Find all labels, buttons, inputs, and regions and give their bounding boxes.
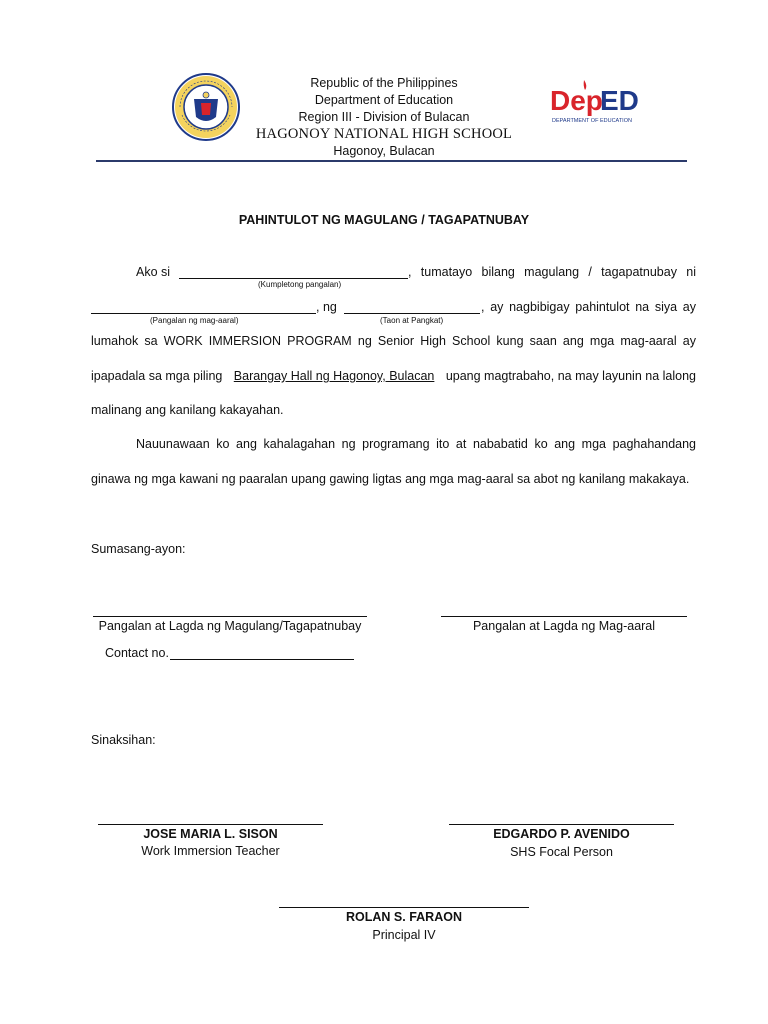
text-malinang: malinang ang kanilang kakayahan. — [91, 403, 284, 417]
blank-full-name[interactable] — [179, 278, 408, 279]
header-location: Hagonoy, Bulacan — [333, 144, 435, 158]
text-ginawa: ginawa ng mga kawani ng paaralan upang gawing ligtas ang mga mag-aaral sa abot ng kanilang makakaya. — [91, 472, 690, 486]
header-region: Region III - Division of Bulacan — [298, 110, 470, 124]
text-upang: upang magtrabaho, na may layunin na lalong — [445, 369, 696, 383]
text-ako-si: Ako si — [136, 265, 171, 279]
label-sinaksihan: Sinaksihan: — [91, 733, 156, 747]
parent-signature-line[interactable] — [93, 616, 367, 617]
deped-logo-icon — [548, 78, 648, 128]
label-full-name: (Kumpletong pangalan) — [258, 280, 342, 289]
contact-label: Contact no. — [105, 646, 169, 660]
student-signature-label: Pangalan at Lagda ng Mag-aaral — [472, 619, 656, 633]
header-school: HAGONOY NATIONAL HIGH SCHOOL — [255, 126, 513, 142]
label-student-name: (Pangalan ng mag-aaral) — [150, 316, 239, 325]
witness2-signature-line[interactable] — [449, 824, 674, 825]
principal-name: ROLAN S. FARAON — [346, 910, 462, 924]
principal-title: Principal IV — [372, 928, 436, 942]
contact-field[interactable] — [170, 659, 354, 660]
witness2-name: EDGARDO P. AVENIDO — [493, 827, 630, 841]
svg-text:DEPARTMENT OF EDUCATION: DEPARTMENT OF EDUCATION — [552, 118, 632, 124]
header-republic: Republic of the Philippines — [310, 76, 458, 90]
svg-text:ED: ED — [600, 85, 639, 116]
text-nagbibigay: , ay nagbibigay pahintulot na siya ay — [481, 300, 696, 314]
blank-year-section[interactable] — [344, 313, 480, 314]
text-lumahok: lumahok sa WORK IMMERSION PROGRAM ng Senior High School kung saan ang mga mag-aaral ay — [91, 334, 696, 348]
text-tumatayo: , tumatayo bilang magulang / tagapatnubay ni — [408, 265, 696, 279]
principal-signature-line[interactable] — [279, 907, 529, 908]
blank-student-name[interactable] — [91, 313, 316, 314]
text-ng: , ng — [316, 300, 337, 314]
label-sumasang-ayon: Sumasang-ayon: — [91, 542, 186, 556]
header-department: Department of Education — [314, 93, 454, 107]
document-title: PAHINTULOT NG MAGULANG / TAGAPATNUBAY — [238, 213, 530, 227]
text-barangay-hall: Barangay Hall ng Hagonoy, Bulacan — [233, 369, 435, 383]
text-ipapadala: ipapadala sa mga piling — [91, 369, 223, 383]
svg-text:Dep: Dep — [550, 85, 603, 116]
deped-logo — [548, 78, 648, 128]
witness1-signature-line[interactable] — [98, 824, 323, 825]
witness1-title: Work Immersion Teacher — [141, 844, 280, 858]
header-rule — [96, 160, 687, 162]
witness2-title: SHS Focal Person — [510, 845, 613, 859]
text-nauunawaan: Nauunawaan ko ang kahalagahan ng programang ito at nababatid ko ang mga paghahandang — [136, 437, 696, 451]
parent-signature-label: Pangalan at Lagda ng Magulang/Tagapatnubay — [98, 619, 362, 633]
student-signature-line[interactable] — [441, 616, 687, 617]
witness1-name: JOSE MARIA L. SISON — [143, 827, 278, 841]
label-year-section: (Taon at Pangkat) — [380, 316, 444, 325]
